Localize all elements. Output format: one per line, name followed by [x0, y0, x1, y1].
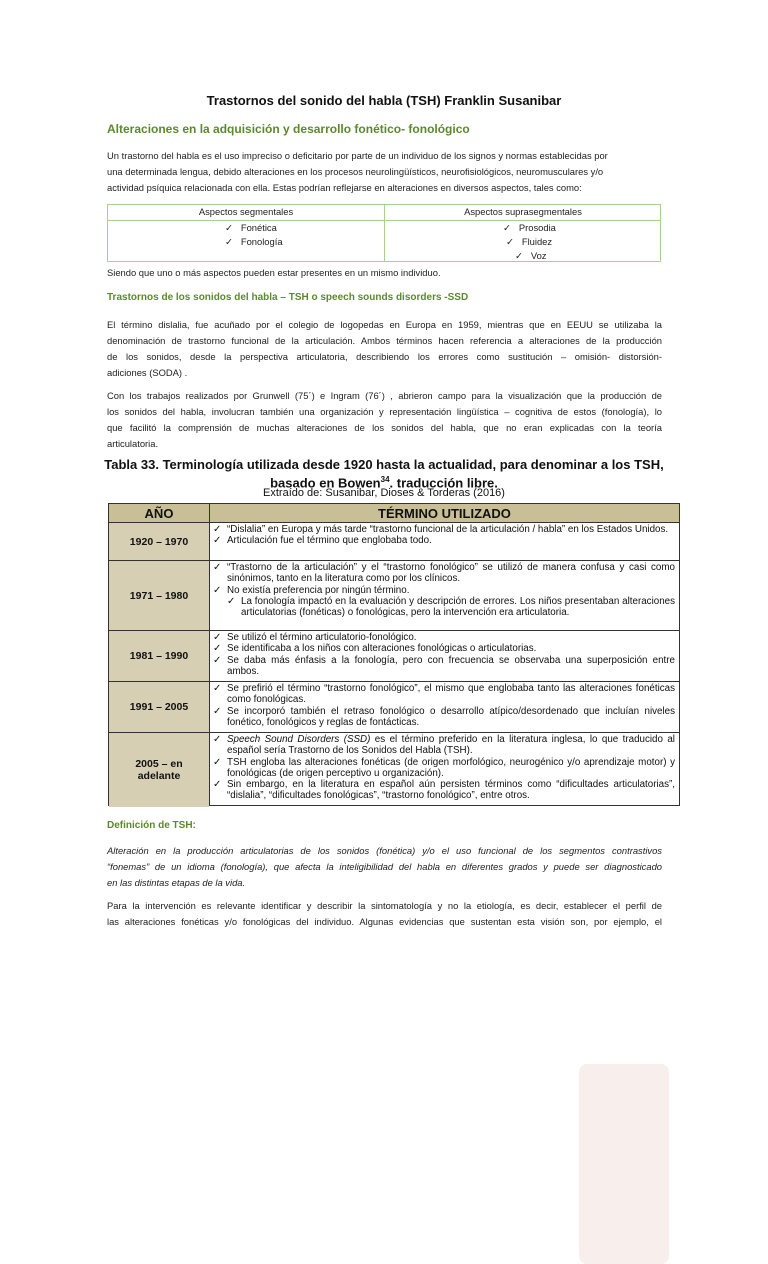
- table-row: [109, 561, 679, 631]
- grunwell-line: que facilitó la comprensión de muchas alteraciones de los sonidos del habla, que no eran explicadas con la teoría: [107, 422, 662, 433]
- term-bullet: [213, 585, 675, 596]
- term-text: Articulación fue el término que englobaba todo.: [227, 535, 432, 547]
- term-bullet: [213, 779, 675, 802]
- footnote-ref: 34: [380, 475, 390, 484]
- suprasegmental-label: Voz: [530, 250, 547, 261]
- check-mark-icon: ✓: [213, 632, 222, 643]
- tabla33-table: [108, 503, 680, 806]
- table-row: [109, 682, 679, 733]
- check-mark-icon: ✓: [225, 222, 233, 233]
- term-bullet: [213, 757, 675, 780]
- definicion-line: Alteración en la producción articulatorias de los sonidos (fonética) y/o el uso funcional de los segmentos contrastivos: [107, 845, 662, 856]
- term-bullet: [213, 643, 675, 654]
- watermark-shape: [579, 1064, 669, 1264]
- term-text: Se prefirió el término “trastorno fonológico”, el mismo que englobaba tanto las alteraciones fonéticas como fonológicas.: [227, 683, 675, 706]
- check-mark-icon: ✓: [213, 643, 222, 655]
- check-mark-icon: ✓: [213, 756, 222, 768]
- caption-text: . traducción libre.: [389, 475, 498, 491]
- intro-line: una determinada lengua, debido alteraciones en los procesos neurolingüísticos, neurofisiológicos, neuromusculares y/o: [107, 166, 604, 177]
- intervencion-paragraph: [107, 898, 662, 930]
- year-cell: 2005 – en adelante: [109, 733, 209, 807]
- aspects-table: [107, 204, 661, 262]
- dislalia-paragraph: [107, 317, 662, 381]
- year-cell: 1991 – 2005: [109, 682, 209, 732]
- after-table-text: Siendo que uno o más aspectos pueden estar presentes en un mismo individuo.: [107, 267, 441, 278]
- term-bullet: [213, 706, 675, 729]
- check-mark-icon: ✓: [213, 734, 222, 745]
- table-row: [109, 631, 679, 682]
- dislalia-line: denominación de trastorno funcional de la articulación. Ambos términos hacen referencia a alteraciones de la producción: [107, 335, 662, 346]
- check-mark-icon: ✓: [213, 562, 222, 573]
- term-text: Se daba más énfasis a la fonología, pero con frecuencia se observaba una superposición entre ambos.: [227, 654, 675, 677]
- check-mark-icon: ✓: [515, 250, 523, 261]
- table-row: [109, 523, 679, 561]
- term-bullet: [213, 632, 675, 643]
- intro-line: actividad psíquica relacionada con ella. Estas podrían reflejarse en alteraciones en diversos aspectos, tales como:: [107, 182, 582, 193]
- segmental-label: Fonética: [240, 222, 277, 233]
- check-mark-icon: ✓: [213, 779, 222, 791]
- intervencion-line: Para la intervención es relevante identificar y describir la sintomatología y no la etiología, es decir, establecer el perfil de: [107, 900, 662, 911]
- definicion-line: “fonemas” de un idioma (fonología), que afecta la inteligibilidad del habla en diferentes grados y puede ser diagnosticado: [107, 861, 662, 872]
- table-row: [109, 733, 679, 807]
- segmental-item: [225, 221, 277, 235]
- year-cell: 1971 – 1980: [109, 561, 209, 630]
- segmental-item: [225, 235, 283, 249]
- check-mark-icon: ✓: [227, 595, 236, 607]
- term-cell: [213, 632, 675, 677]
- check-mark-icon: ✓: [225, 236, 233, 247]
- definicion-paragraph: [107, 843, 662, 891]
- tabla33-header-row: [109, 504, 679, 523]
- suprasegmental-label: Prosodia: [518, 222, 556, 233]
- segmental-label: Fonología: [240, 236, 283, 247]
- term-cell: [213, 734, 675, 802]
- term-cell: [213, 683, 675, 728]
- suprasegmental-label: Fluidez: [521, 236, 553, 247]
- term-text: Sin embargo, en la literatura en español aún persisten términos como “dificultades articulatorias”, “dislalia”, “dificultades fonológicas”, “trastorno fonológico”, entre otros.: [227, 779, 675, 802]
- intro-paragraph: [107, 148, 662, 196]
- check-mark-icon: ✓: [213, 524, 222, 535]
- term-text: Se incorporó también el retraso fonológico o desarrollo atípico/desordenado que incluían niveles fonético, fonológicos y reglas de fontácticas.: [227, 705, 675, 728]
- check-mark-icon: ✓: [213, 683, 222, 694]
- check-mark-icon: ✓: [506, 236, 514, 247]
- term-bullet: [213, 683, 675, 706]
- header-year: AÑO: [109, 504, 209, 522]
- term-text: Se identificaba a los niños con alteraciones fonológicas o articulatorias.: [227, 643, 537, 655]
- heading-adquisicion: Alteraciones en la adquisición y desarrollo fonético- fonológico: [107, 122, 470, 136]
- document-title: Trastornos del sonido del habla (TSH) Franklin Susanibar: [206, 93, 562, 108]
- intro-line: Un trastorno del habla es el uso impreciso o deficitario por parte de un individuo de los signos y normas establecidas por: [107, 150, 608, 161]
- term-bullet: [213, 655, 675, 678]
- term-rest: es el término preferido en la literatura inglesa, lo que traducido al español sería Trastorno de los Sonidos del Habla (TSH).: [227, 734, 675, 757]
- check-mark-icon: ✓: [213, 654, 222, 666]
- intervencion-line: las alteraciones fonéticas y/o fonológicas del individuo. Algunas evidencias que sustentan esta visión son, por ejemplo, el: [107, 916, 662, 927]
- term-bullet: [227, 596, 675, 619]
- year-cell: 1981 – 1990: [109, 631, 209, 681]
- grunwell-line: articulatoria.: [107, 438, 159, 449]
- check-mark-icon: ✓: [213, 584, 222, 596]
- term-text: La fonología impactó en la evaluación y descripción de errores. Los niños presentaban alteraciones articulatorias (fonéticas) o fonológicas, pero la intervención era articulatoria.: [241, 595, 675, 619]
- tabla33-caption-line1: Tabla 33. Terminología utilizada desde 1920 hasta la actualidad, para denominar a los TSH,: [104, 457, 664, 472]
- suprasegmental-item: [503, 221, 556, 235]
- definicion-line: en las distintas etapas de la vida.: [107, 877, 246, 888]
- term-text: TSH engloba las alteraciones fonéticas (de origen morfológico, neurogénico y/o aprendizaje motor) y fonológicas (de origen perceptivo u organización).: [227, 756, 675, 779]
- header-segmental: Aspectos segmentales: [198, 206, 294, 217]
- term-text: “Trastorno de la articulación” y el “trastorno fonológico” se utilizó de manera confusa y casi como sinónimos, tanto en la literatura como por los clínicos.: [227, 562, 675, 585]
- term-text: No existía preferencia por ningún término.: [227, 584, 410, 596]
- heading-ssd: Trastornos de los sonidos del habla – TSH o speech sounds disorders -SSD: [107, 292, 469, 303]
- caption-text: basado en Bowen: [270, 475, 381, 491]
- heading-definicion: Definición de TSH:: [107, 820, 196, 831]
- grunwell-paragraph: [107, 388, 662, 452]
- check-mark-icon: ✓: [503, 222, 511, 233]
- term-italic: Speech Sound Disorders (SSD): [227, 734, 371, 745]
- dislalia-line: de los sonidos, desde la perspectiva articulatoria, describiendo los errores como sustitución – omisión- distorsión-: [107, 351, 662, 362]
- year-cell: 1920 – 1970: [109, 523, 209, 560]
- term-text: “Dislalia” en Europa y más tarde “trastorno funcional de la articulación / habla” en los Estados Unidos.: [227, 524, 669, 535]
- term-text: [227, 734, 675, 757]
- header-term: TÉRMINO UTILIZADO: [210, 504, 679, 522]
- term-bullet: [213, 734, 675, 757]
- term-bullet: [213, 562, 675, 585]
- grunwell-line: los sonidos del habla, involucran también una organización y representación lingüística – cognitiva de estos (fonología), lo: [107, 406, 662, 417]
- tabla33-source: Extraído de: Susanibar, Dioses & Torderas (2016): [263, 487, 505, 499]
- dislalia-line: El término dislalia, fue acuñado por el colegio de logopedas en Europa en 1959, mientras que en EEUU se utilizaba la: [107, 319, 662, 330]
- check-mark-icon: ✓: [213, 705, 222, 717]
- term-cell: [213, 562, 675, 618]
- term-bullet: [213, 535, 675, 546]
- term-cell: [213, 524, 675, 547]
- check-mark-icon: ✓: [213, 535, 222, 547]
- suprasegmental-item: [515, 249, 547, 263]
- term-text: Se utilizó el término articulatorio-fonológico.: [227, 632, 417, 643]
- header-suprasegmental: Aspectos suprasegmentales: [464, 206, 582, 217]
- suprasegmental-item: [506, 235, 552, 249]
- grunwell-line: Con los trabajos realizados por Grunwell (75´) e Ingram (76´) , abrieron campo para la visualización que la producción de: [107, 390, 662, 401]
- term-bullet: [213, 524, 675, 535]
- dislalia-line: adiciones (SODA) .: [107, 367, 188, 378]
